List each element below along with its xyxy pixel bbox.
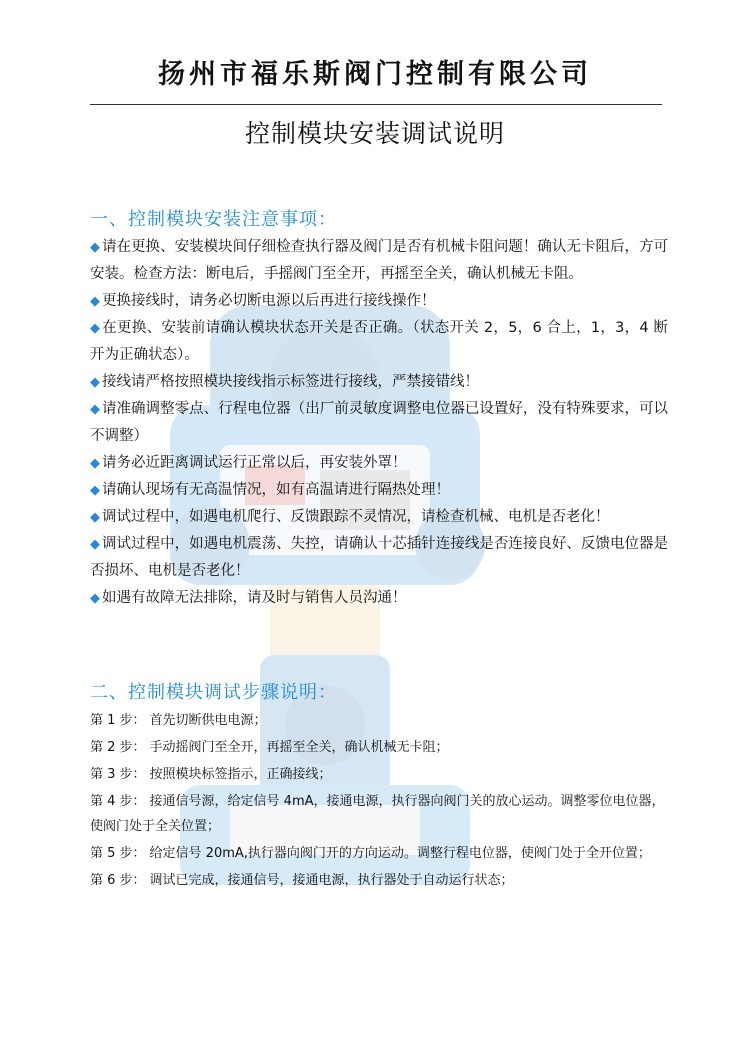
step-label: 第 3 步：: [90, 767, 146, 782]
list-item: [90, 396, 668, 450]
note-text: 请在更换、安装模块间仔细检查执行器及阀门是否有机械卡阻问题！确认无卡阻后，方可安装。检查方法：断电后，手摇阀门至全开，再摇至全关，确认机械无卡阻。: [90, 239, 668, 282]
section-heading-debug-steps: 二、控制模块调试步骤说明：: [90, 682, 337, 703]
list-item: [90, 369, 668, 396]
note-text: 调试过程中，如遇电机震荡、失控，请确认十芯插针连接线是否连接良好、反馈电位器是否损坏、电机是否老化！: [90, 536, 668, 579]
step-label: 第 2 步：: [90, 740, 146, 755]
step-text: 首先切断供电电源；: [149, 713, 267, 728]
note-text: 请务必近距离调试运行正常以后，再安装外罩！: [102, 455, 407, 471]
diamond-bullet-icon: ◆: [90, 375, 100, 390]
list-item: [90, 450, 668, 477]
note-text: 接线请严格按照模块接线指示标签进行接线，严禁接错线！: [102, 374, 479, 390]
step-text: 给定信号 20mA,执行器向阀门开的方向运动。调整行程电位器，使阀门处于全开位置；: [149, 846, 651, 861]
note-text: 在更换、安装前请确认模块状态开关是否正确。（状态开关 2，5，6 合上，1，3，4 断开为正确状态）。: [90, 320, 669, 363]
step-text: 接通信号源，给定信号 4mA，接通电源，执行器向阀门关的放心运动。调整零位电位器，使阀门处于全关位置；: [90, 794, 665, 834]
list-item: [90, 841, 672, 866]
company-name: 扬州市福乐斯阀门控制有限公司: [158, 59, 592, 90]
step-text: 调试已完成，接通信号，接通电源，执行器处于自动运行状态；: [149, 873, 514, 888]
diamond-bullet-icon: ◆: [90, 402, 101, 417]
diamond-bullet-icon: ◆: [90, 321, 101, 336]
step-label: 第 1 步：: [90, 713, 146, 728]
diamond-bullet-icon: ◆: [90, 483, 100, 498]
diamond-bullet-icon: ◆: [90, 294, 100, 309]
step-label: 第 6 步：: [90, 873, 146, 888]
note-text: 请确认现场有无高温情况，如有高温请进行隔热处理！: [102, 482, 450, 498]
step-text: 按照模块标签指示，正确接线；: [149, 767, 332, 782]
list-item: [90, 735, 672, 760]
diamond-bullet-icon: ◆: [90, 240, 101, 255]
note-text: 如遇有故障无法排除，请及时与销售人员沟通！: [102, 590, 407, 606]
list-item: [90, 868, 672, 893]
list-item: [90, 585, 668, 612]
diamond-bullet-icon: ◆: [90, 591, 100, 606]
debug-steps-list: [90, 708, 672, 895]
list-item: [90, 708, 672, 733]
step-label: 第 4 步：: [90, 794, 146, 809]
install-notes-list: [90, 234, 668, 612]
list-item: [90, 504, 668, 531]
section-heading-install-notes: 一、控制模块安装注意事项：: [90, 209, 337, 230]
note-text: 调试过程中，如遇电机爬行、反馈跟踪不灵情况，请检查机械、电机是否老化！: [102, 509, 610, 525]
list-item: [90, 477, 668, 504]
list-item: [90, 234, 668, 288]
list-item: [90, 288, 668, 315]
note-text: 更换接线时，请务必切断电源以后再进行接线操作！: [102, 293, 436, 309]
header-divider: [90, 104, 662, 105]
document-title: 控制模块安装调试说明: [244, 119, 505, 148]
list-item: [90, 762, 672, 787]
note-text: 请准确调整零点、行程电位器（出厂前灵敏度调整电位器已设置好，没有特殊要求，可以不调整）: [90, 401, 668, 444]
diamond-bullet-icon: ◆: [90, 510, 100, 525]
diamond-bullet-icon: ◆: [90, 537, 101, 552]
diamond-bullet-icon: ◆: [90, 456, 100, 471]
list-item: [90, 531, 668, 585]
step-text: 手动摇阀门至全开，再摇至全关，确认机械无卡阻；: [149, 740, 449, 755]
step-label: 第 5 步：: [90, 846, 146, 861]
list-item: [90, 315, 668, 369]
list-item: [90, 789, 672, 839]
